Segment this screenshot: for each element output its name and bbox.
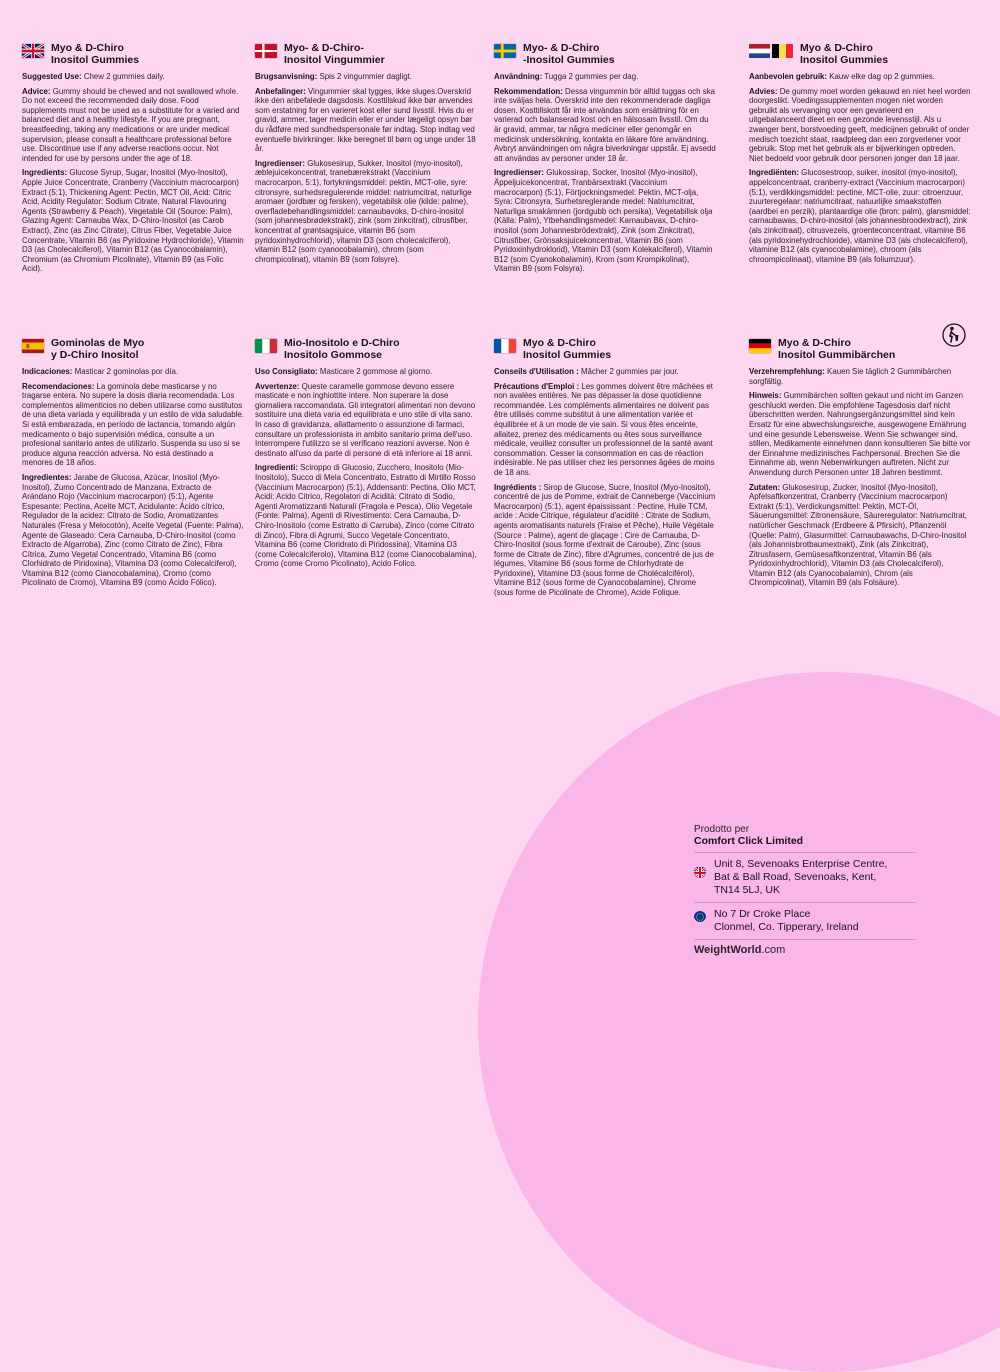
advice: Anbefalinger: Vingummier skal tygges, ikke sluges.Overskrid ikke den anbefalede dagsdosis. Kosttilskud ikke bør anvendes som erstatning for en varieret kost eller sund livsstil. Hvis du er gravid, ammer, tager medicin eller er under lægeligt opsyn bør du rådføre med sundhedspersonale før indtag. Stop indtag ved eventuelle bivirkninger. Ikke beregnet til børn og unge under 18 år. xyxy=(255,86,476,154)
decorative-circle xyxy=(478,672,1000,1372)
company-name: Comfort Click Limited xyxy=(694,835,804,847)
section-title: Myo & D-Chiro Inositol Gummibärchen xyxy=(778,337,896,361)
section-german xyxy=(749,337,971,593)
website-brand: WeightWorld xyxy=(694,944,762,956)
section-spanish xyxy=(22,337,244,593)
ingredients: Ingredienser: Glukossirap, Socker, Inositol (Myo-inositol), Äppeljuicekoncentrat, Tranbärsextrakt (Vaccinium macrocarpon) (5:1), Förtjockningsmedel: Pektin, MCT-olja, Syra: Citronsyra, Surhetsreglerande medel: Natriumcitrat, Naturliga smakämnen (jordgubb och persika), Vegetabilisk olja (Källa: Palm), Ytbehandlingsmedel: Karnaubavax, D-chiro-inositol (som Johannesbrödextrakt), Zink (som Zinkcitrat), Citrusfiber, Grönsaksjuicekoncentrat, Vitamin B6 (som Pyridoxinhydroklorid), Vitamin D3 (som Kolekalciferol), Vitamin B12 (som Cyanokobalamin), Krom (som Krompikolinat), Vitamin B9 (som Folsyra). xyxy=(494,168,713,274)
suggested-use: Suggested Use: Chew 2 gummies daily. xyxy=(22,72,165,81)
netherlands-belgium-flag-icon xyxy=(749,44,793,58)
suggested-use: Aanbevolen gebruik: Kauw elke dag op 2 gummies. xyxy=(749,72,935,81)
suggested-use: Brugsanvisning: Spis 2 vingummier dagligt. xyxy=(255,72,412,81)
address-line: No 7 Dr Croke Place xyxy=(714,908,811,920)
uk-address xyxy=(694,852,916,902)
section-title: Myo & D-Chiro Inositol Gummies xyxy=(800,42,889,66)
advice: Hinweis: Gummibärchen sollten gekaut und nicht im Ganzen geschluckt werden. Die empfohlene Tagesdosis darf nicht überschritten werden. Nahrungsergänzungsmittel sind kein Ersatz für eine abwechslungsreiche, ausgewogene Ernährung und eine gesunde Lebensweise. Wenn Sie schwanger sind, stillen, Medikamente einnehmen dann konsultieren Sie bitte vor der Einnahme medizinisches Fachpersonal. Brechen Sie die Einnahme ab, wenn Nebenwirkungen auftreten. Nicht zur Anwendung durch Personen unter 18 Jahren bestimmt. xyxy=(749,391,971,477)
advice: Rekommendation: Dessa vingummin bör alltid tuggas och ska inte sväljas hela. Överskrid inte den rekommenderade dagliga dosen. Kosttillskott får inte användas som ersättning för en varierad och balanserad kost och en hälsosam livsstil. Om du är gravid, ammar, tar några mediciner eller genomgår en medicinsk undersökning, kontakta en läkare före användning. Avbryt användningen om några biverkningar uppstår. Ej avsedd att användas av personer under 18 år. xyxy=(494,86,716,163)
italy-flag-icon xyxy=(255,339,277,353)
website-tld: .com xyxy=(761,944,786,956)
advice: Advice: Gummy should be chewed and not swallowed whole. Do not exceed the recommended daily dose. Food supplements must not be used as a substitute for a varied and balanced diet and a healthy lifestyle. If you are pregnant, breastfeeding, taking any medications or are under medical supervision, please consult a healthcare professional before use. Discontinue use if any adverse reactions occur. Not intended for use by persons under the age of 18. xyxy=(22,86,240,163)
ingredients: Ingredienti: Sciroppo di Glucosio, Zucchero, Inositolo (Mio-Inositolo), Succo di Mela Concentrato, Estratto di Mirtillo Rosso (Vaccinium Macrocarpon) (5:1), Addensanti: Pectina, Olio MCT, Acidi: Acido Citrico, Regolatori di Acidità: Citrato di Sodio, Agenti Aromatizzanti Naturali (Fragola e Pesca), Olio Vegetale (Fonte: Palma), Agenti di Rivestimento: Cera Carnauba, D-Chiro-Inositolo (come Estratto di Carruba), Zinco (come Citrato di Zinco), Fibra di Agrumi, Succo Vegetale Concentrato, Vitamina B6 (come Cloridrato di Piridossina), Vitamina D3 (come Colecalciferolo), Vitamina B12 (come Cianocobalamina), Cromo (come Cromo Picolinato), Acido Folico. xyxy=(255,463,477,569)
section-english xyxy=(22,42,244,279)
ingredients: Ingredients: Glucose Syrup, Sugar, Inositol (Myo-Inositol), Apple Juice Concentrate, Cranberry (Vaccinium macrocarpon) Extract (5:1), Thickening Agent: Pectin, MCT Oil, Acid: Citric Acid, Acidity Regulator: Sodium Citrate, Natural Flavouring Agents (Strawberry & Peach), Vegetable Oil (Source: Palm), Glazing Agent: Carnauba Wax, D-Chiro-Inositol (as Carob Extract), Zinc (as Zinc Citrate), Citrus Fiber, Vegetable Juice Concentrate, Vitamin B6 (as Pyridoxine Hydrochloride), Vitamin D3 (as Cholecalciferol), Vitamin B12 (as Cyanocobalamin), Chromium (as Chromium Picolinate), Vitamin B9 (as Folic Acid). xyxy=(22,168,244,274)
suggested-use: Indicaciones: Masticar 2 gominolas por día. xyxy=(22,367,179,376)
ingredients: Ingrediënten: Glucosestroop, suiker, inositol (myo-inositol), appelconcentraat, cranberry-extract (Vaccinium macrocarpon) (5:1), verdikkingsmiddel: pectine, MCT-olie, zuur: citroenzuur, zuurteregelaar: natriumcitraat, natuurlijke smaakstoffen (aardbei en perzik), plantaardige olie (bron: palm), glansmiddel: carnaubawas, D-chiro-inositol (als johannesbroodextract), zink (als zinkcitraat), citrusvezels, groenteconcentraat, vitamine B6 (als pyridoxinehydrochloride), vitamine D3 (als cholecalciferol), vitamine B12 (als cyanocobalamine), chroom (als chroompicolinaat), vitamine B9 (als foliumzuur). xyxy=(749,168,971,264)
ingredients: Zutaten: Glukosesirup, Zucker, Inositol (Myo-Inositol), Apfelsaftkonzentrat, Cranberry (Vaccinium macrocarpon) Extrakt (5:1), Verdickungsmittel: Pektin, MCT-Öl, Säuerungsmittel: Zitronensäure, Säureregulator: Natriumcitrat, natürlicher Geschmack (Erdbeere & Pfirsich), Pflanzenöl (Quelle: Palm), Glasurmittel: Carnaubawachs, D-Chiro-Inositol (als Johannisbrotbaumextrakt), Zink (als Zinkcitrat), Zitrusfasern, Gemüsesaftkonzentrat, Vitamin B6 (als Pyridoxinhydrochlorid), Vitamin D3 (als Cholecalciferol), Vitamin B12 (als Cyanocobalamin), Chrom (als Chrompicolinat), Vitamin B9 (als Folsäure). xyxy=(749,482,967,588)
eu-address xyxy=(694,902,916,939)
section-french xyxy=(494,337,716,603)
ingredients: Ingredienser: Glukosesirup, Sukker, Inositol (myo-inositol), æblejuicekoncentrat, tranebærekstrakt (Vaccinium macrocarpon, 5:1), fortykningsmiddel: pektin, MCT-olie, syre: citronsyre, surhedsregulerende middel: natriumcitrat, naturlige aromaer (jordbær og fersken), vegetabilsk olie (kilde: palme), overfladebehandlingsmiddel: carnaubavoks, D-chiro-inositol (som johannesbrødekstrakt), zink (som zinkcitrat), citrusfiber, koncentrat af grøntsagsjuice, vitamin B6 (som pyridoxinhydrochlorid), vitamin D3 (som cholecalciferol), vitamin B12 (som cyanocobalamin), chrom (som chrompicolinat), vitamin B9 (som folsyre). xyxy=(255,158,472,264)
denmark-flag-icon xyxy=(255,44,277,58)
spain-flag-icon xyxy=(22,339,44,353)
germany-flag-icon xyxy=(749,339,771,353)
suggested-use: Användning: Tugga 2 gummies per dag. xyxy=(494,72,639,81)
address-line: Bat & Ball Road, Sevenoaks, Kent, xyxy=(714,871,877,883)
advice: Advies: De gummy moet worden gekauwd en niet heel worden doorgeslikt. Voedingssupplementen mogen niet worden gebruikt als vervanging voor een gevarieerd en uitgebalanceerd dieet en een gezonde levensstijl. Als u zwanger bent, borstvoeding geeft, medicijnen gebruikt of onder medisch toezicht staat, raadpleeg dan een zorgverlener voor gebruik. Stop met het gebruik als er bijwerkingen optreden. Niet bedoeld voor gebruik door personen jonger dan 18 jaar. xyxy=(749,86,971,163)
section-danish xyxy=(255,42,477,269)
section-swedish xyxy=(494,42,716,279)
ingredients: Ingrédients : Sirop de Glucose, Sucre, Inositol (Myo-Inositol), concentré de jus de Pomme, extrait de Canneberge (Vaccinium Macrocarpon) (5:1), agent épaississant : Pectine, Huile TCM, acide : Acide Citrique, régulateur d'acidité : Citrate de Sodium, agents aromatisants naturels (Fraise et Pêche), Huile Végétale (Source : Palme), agent de glaçage : Cire de Carnauba, D-Chiro-Inositol (sous forme d'extrait de Caroube), Zinc (sous forme de Citrate de Zinc), fibre d'Agrumes, concentré de jus de légumes, Vitamine B6 (sous forme de Chlorhydrate de Pyridoxine), Vitamine D3 (sous forme de Cholécalciférol), Vitamine B12 (sous forme de Cyanocobalamine), Chrome (sous forme de Picolinate de Chrome), Acide Folique. xyxy=(494,482,716,598)
section-dutch xyxy=(749,42,971,269)
suggested-use: Conseils d'Utilisation : Mâcher 2 gummies par jour. xyxy=(494,367,679,376)
france-flag-icon xyxy=(494,339,516,353)
address-line: Clonmel, Co. Tipperary, Ireland xyxy=(714,921,859,933)
address-line: Unit 8, Sevenoaks Enterprise Centre, xyxy=(714,858,888,870)
advice: Recomendaciones: La gominola debe masticarse y no tragarse entera. No supere la dosis diaria recomendada. Los complementos alimenticios no deben utilizarse como sustitutos de una dieta variada y equilibrada y un estilo de vida saludable. Si está embarazada, en período de lactancia, tomando algún medicamento o bajo supervisión médica, consulte a un profesional sanitario antes de utilizarlo. Suspenda su uso si se produce alguna reacción adversa. No está destinado a menores de 18 años. xyxy=(22,381,244,468)
section-title: Myo- & D-Chiro -Inositol Gummies xyxy=(523,42,615,66)
advice: Avvertenze: Queste caramelle gommose devono essere masticate e non inghiottite intere. Non superare la dose giornaliera raccomandata. Gli integratori alimentari non devono sostituire una dieta varia ed equilibrata e uno stile di vita sano. In caso di gravidanza, allattamento o assunzione di farmaci, consultare un professionista in ambito sanitario prima dell'uso. Interrompere l'utilizzo se si verificano reazioni avverse. Non è destinato all'uso da parte di persone di età inferiore ai 18 anni. xyxy=(255,381,476,458)
section-title: Myo- & D-Chiro- Inositol Vingummier xyxy=(284,42,385,66)
eu-flag-icon xyxy=(694,910,706,922)
address-line: TN14 5LJ, UK xyxy=(714,884,780,896)
section-title: Mio-Inositolo e D-Chiro Inositolo Gommose xyxy=(284,337,400,361)
website-link[interactable] xyxy=(694,939,916,956)
section-italian xyxy=(255,337,477,574)
produced-by-label: Prodotto per xyxy=(694,824,750,835)
section-title: Myo & D-Chiro Inositol Gummies xyxy=(523,337,612,361)
uk-flag-icon xyxy=(694,866,706,878)
ingredients: Ingredientes: Jarabe de Glucosa, Azúcar, Inositol (Myo-Inositol), Zumo Concentrado de Manzana, Extracto de Arándano Rojo (Vaccinium macrocarpon) (5:1), Agente Espesante: Pectina, Aceite MCT, Acidulante: Ácido cítrico, Regulador de la acidez: Citrato de Sodio, Aromatizantes Naturales (Fresa y Melocotón), Aceite Vegetal (Fuente: Palma), Agente de Glaseado: Cera Carnauba, D-Chiro-Inositol (como Extracto de Algarroba), Zinc (como Citrato de Zinc), Fibra Cítrica, Zumo Vegetal Concentrado, Vitamina B6 (como Clorhidrato de Piridoxina), Vitamina D3 (como Colecalciferol), Vitamina B12 (como Cianocobalamina), Cromo (como Picolinato de Cromo), Vitamina B9 (como Ácido Fólico). xyxy=(22,472,244,588)
suggested-use: Verzehrempfehlung: Kauen Sie täglich 2 Gummibärchen sorgfältig. xyxy=(749,367,952,386)
section-title: Myo & D-Chiro Inositol Gummies xyxy=(51,42,140,66)
advice: Précautions d'Emploi : Les gommes doivent être mâchées et non avalées entières. Ne pas dépasser la dose quotidienne recommandée. Les compléments alimentaires ne doivent pas être utilisés comme substitut à une alimentation variée et équilibrée et à un mode de vie sain. Si vous êtes enceinte, allaitez, prenez des médicaments ou êtes sous surveillance médicale, veuillez consulter un professionnel de la santé avant consommation. Cesser la consommation en cas de réaction indésirable. Ne pas utiliser chez les personnes âgées de moins de 18 ans. xyxy=(494,381,715,477)
suggested-use: Uso Consigliato: Masticare 2 gommose al giorno. xyxy=(255,367,433,376)
sweden-flag-icon xyxy=(494,44,516,58)
section-title: Gominolas de Myo y D-Chiro Inositol xyxy=(51,337,145,361)
manufacturer-info xyxy=(694,824,916,956)
tidyman-recycle-icon xyxy=(942,323,966,347)
uk-flag-icon xyxy=(22,44,44,58)
